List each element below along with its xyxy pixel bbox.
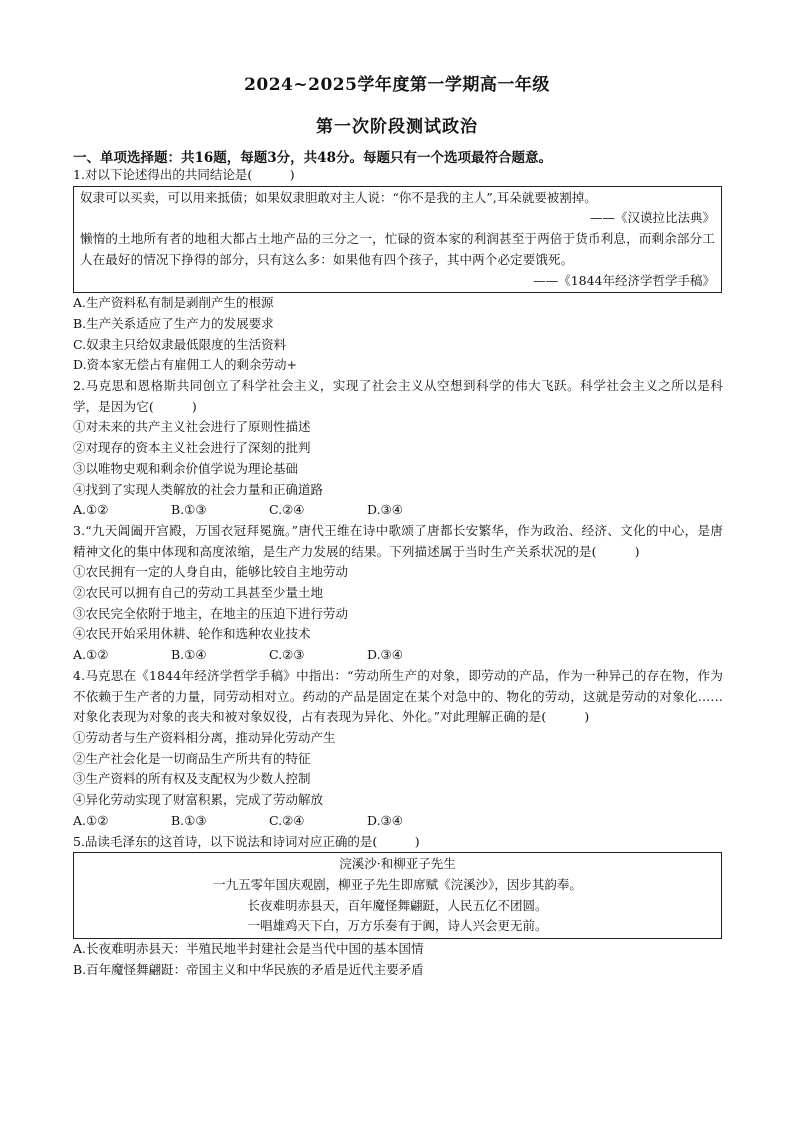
q2-choice-c: C.②④: [269, 502, 305, 518]
q2-item-3: ③以唯物史观和剩余价值学说为理论基础: [73, 460, 299, 476]
exam-title-year: 2024~2025学年度第一学期高一年级: [244, 75, 550, 95]
q1-source2: ——《1844年经济学哲学手稿》: [533, 272, 715, 288]
q2-stem: 2.马克思和恩格斯共同创立了科学社会主义，实现了社会主义从空想到科学的伟大飞跃。科学社会主义之所以是科学，是因为它( ): [73, 378, 723, 414]
q5-poem-title: 浣溪沙·和柳亚子先生: [339, 856, 456, 872]
q5-poem-preface: 一九五零年国庆观剧，柳亚子先生即席赋《浣溪沙》，因步其韵奉。: [213, 876, 582, 892]
q4-item-1: ①劳动者与生产资料相分离，推动异化劳动产生: [73, 729, 336, 745]
questions: [73, 165, 723, 980]
q5-option-a: A.长夜难明赤县天：半殖民地半封建社会是当代中国的基本国情: [73, 941, 424, 957]
q5-option-b: B.百年魔怪舞翩跹：帝国主义和中华民族的矛盾是近代主要矛盾: [73, 961, 424, 977]
q4-item-4: ④异化劳动实现了财富积累，完成了劳动解放: [73, 792, 324, 808]
section-heading: 一、单项选择题：共16题，每题3分，共48分。每题只有一个选项最符合题意。: [73, 150, 552, 166]
q2-item-4: ④找到了实现人类解放的社会力量和正确道路: [73, 481, 324, 497]
q3-choice-d: D.③④: [367, 647, 403, 663]
q3-item-2: ②农民可以拥有自己的劳动工具甚至少量土地: [73, 585, 324, 601]
q3-choices: [73, 645, 723, 666]
q2-choice-a: A.①②: [73, 502, 109, 518]
q3-choice-a: A.①②: [73, 647, 109, 663]
q4-item-2: ②生产社会化是一切商品生产所共有的特征: [73, 750, 311, 766]
q3-item-1: ①农民拥有一定的人身自由，能够比较自主地劳动: [73, 564, 349, 580]
q3-choice-c: C.②③: [269, 647, 305, 663]
q5-poem-line2: 一唱雄鸡天下白，万方乐奏有于阗，诗人兴会更无前。: [247, 918, 548, 934]
q1-quote1: 奴隶可以买卖，可以用来抵债；如果奴隶胆敢对主人说：“你不是我的主人”,耳朵就要被割掉。: [80, 189, 597, 205]
q1-stem: 1.对以下论述得出的共同结论是( ): [73, 167, 295, 182]
q1-option-a: A.生产资料私有制是剥削产生的根源: [73, 295, 274, 311]
q1-option-c: C.奴隶主只给奴隶最低限度的生活资料: [73, 336, 287, 352]
q4-choices: [73, 811, 723, 832]
q5-stem: 5.品读毛泽东的这首诗，以下说法和诗词对应正确的是( ): [73, 833, 420, 849]
q1-option-b: B.生产关系适应了生产力的发展要求: [73, 315, 274, 331]
q5-poem-line1: 长夜难明赤县天，百年魔怪舞翩跹，人民五亿不团圆。: [247, 897, 548, 913]
q3-item-3: ③农民完全依附于地主，在地主的压迫下进行劳动: [73, 605, 349, 621]
q2-choices: [73, 500, 723, 521]
q2-choice-d: D.③④: [367, 502, 403, 518]
q4-choice-c: C.②④: [269, 812, 305, 828]
q1-option-d: D.资本家无偿占有雇佣工人的剩余劳动+: [73, 357, 298, 373]
q2-choice-b: B.①③: [171, 502, 207, 518]
q1-quote2: 懒惰的土地所有者的地租大都占土地产品的三分之一，忙碌的资本家的利润甚至于两倍于货币利息，而剩余部分工人在最好的情况下挣得的部分，只有这么多：如果他有四个孩子，其中两个必定要饿死。: [80, 231, 715, 267]
q4-choice-a: A.①②: [73, 812, 109, 828]
q1-source1: ——《汉谟拉比法典》: [589, 210, 715, 226]
q3-stem: 3.“九天阊阖开宫殿，万国衣冠拜冕旒。”唐代王维在诗中歌颂了唐都长安繁华，作为政治、经济、文化的中心，是唐精神文化的集中体现和高度浓缩，是生产力发展的结果。下列描述属于当时生产关系状况的是( ): [73, 522, 723, 559]
q3-item-4: ④农民开始采用休耕、轮作和选种农业技术: [73, 626, 311, 642]
q4-choice-d: D.③④: [367, 812, 403, 828]
q1-quote-box: [73, 186, 722, 294]
q4-choice-b: B.①③: [171, 812, 207, 828]
exam-title-subject: 第一次阶段测试政治: [316, 117, 478, 137]
q5-poem-box: [73, 852, 722, 939]
q4-item-3: ③生产资料的所有权及支配权为少数人控制: [73, 771, 311, 787]
q4-stem: 4.马克思在《1844年经济学哲学手稿》中指出：“劳动所生产的对象，即劳动的产品，作为一种异己的存在物，作为不依赖于生产者的力量，同劳动相对立。药动的产品是固定在某个对急中的、物化的劳动，这就是劳动的对象化……对象化表现为对象的丧夫和被对象奴役，占有表现为异化、外化。”对此理解正确的是( ): [73, 667, 723, 725]
q3-choice-b: B.①④: [171, 647, 207, 663]
q2-item-1: ①对未来的共产主义社会进行了原则性描述: [73, 419, 311, 435]
q2-item-2: ②对现存的资本主义社会进行了深刻的批判: [73, 440, 311, 456]
